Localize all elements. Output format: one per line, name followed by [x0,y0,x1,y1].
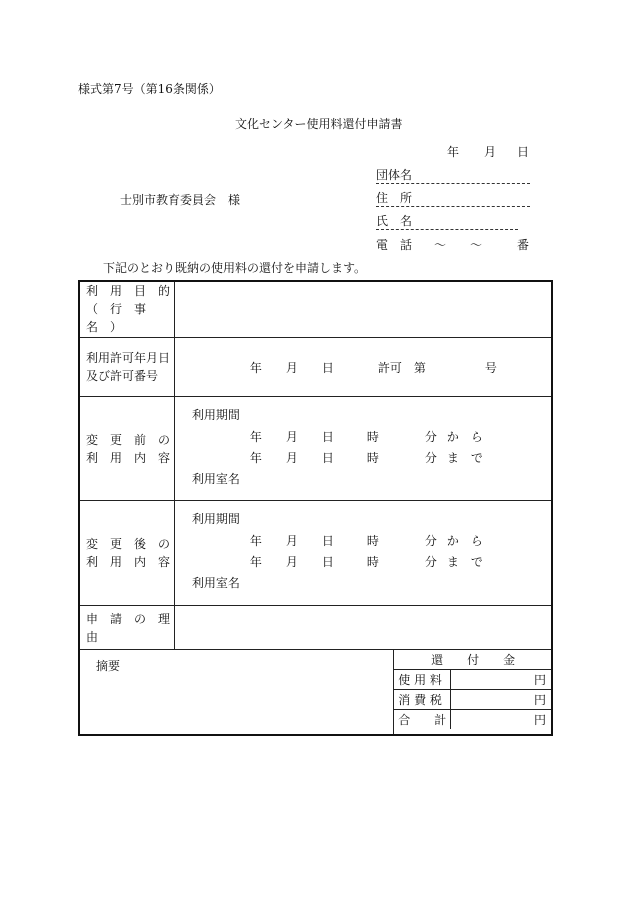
permit-month: 月 [285,361,298,375]
after-change-row [79,501,553,606]
after-until-hour: 時 [366,555,379,569]
after-from-year: 年 [249,534,262,548]
before-from-month: 月 [285,430,298,444]
application-table [78,280,553,736]
permit-label-2: 及び許可番号 [86,369,159,383]
after-from-hour: 時 [366,534,379,548]
before-change-row [79,397,553,501]
usage-fee-row [394,670,552,690]
total-row [394,710,552,730]
after-from-month: 月 [285,534,298,548]
reason-input-cell[interactable] [174,606,552,650]
before-until-hour: 時 [366,451,379,465]
name-label: 氏 名 [376,214,413,228]
purpose-label-1: 利 用 目 的 [86,284,171,298]
after-from-suffix: か ら [446,534,483,548]
before-label-2: 利 用 内 容 [86,450,171,465]
before-from-hour: 時 [366,430,379,444]
before-room-label: 利用室名 [191,472,240,486]
before-label-1: 変 更 前 の [86,432,171,447]
after-until-month: 月 [285,555,298,569]
date-year-label: 年 [447,145,460,159]
refund-table [394,650,552,729]
phone-separator-1: ～ [434,238,447,252]
total-label: 合 計 [394,710,450,730]
before-from-year: 年 [249,430,262,444]
reason-row [79,606,553,650]
address-label: 住 所 [376,191,413,205]
addressee: 士別市教育委員会 様 [120,193,241,207]
after-period-label: 利用期間 [191,512,240,526]
after-from-day: 日 [321,534,334,548]
before-until-day: 日 [321,451,334,465]
before-from-suffix: か ら [446,430,483,444]
after-label-cell [79,501,175,606]
before-until-year: 年 [249,451,262,465]
usage-fee-amount[interactable]: 円 [450,670,552,690]
after-room-label: 利用室名 [191,576,240,590]
summary-label: 摘要 [96,659,121,673]
purpose-label-cell [79,281,175,338]
permit-day: 日 [321,361,334,375]
before-input-cell[interactable] [174,397,552,501]
purpose-label-2: （ 行 事 名 ） [86,302,159,334]
purpose-row [79,281,553,338]
after-until-year: 年 [249,555,262,569]
phone-separator-2: ～ [470,238,483,252]
intro-text: 下記のとおり既納の使用料の還付を申請します。 [103,261,367,275]
reason-label: 申 請 の 理 由 [79,606,175,650]
phone-label: 電 話 [376,238,413,252]
form-title: 文化センター使用料還付申請書 [235,117,403,131]
refund-header-row [394,650,552,670]
phone-suffix: 番 [517,238,530,252]
permit-number-prefix: 第 [413,361,426,375]
before-until-minute: 分 [424,451,437,465]
before-from-minute: 分 [424,430,437,444]
consumption-tax-row [394,690,552,710]
permit-label-cell [79,338,175,397]
after-label-2: 利 用 内 容 [86,555,171,569]
permit-row [79,338,553,397]
summary-cell[interactable] [79,650,394,736]
before-until-suffix: ま で [446,451,483,465]
before-from-day: 日 [321,430,334,444]
before-label-cell [79,397,175,501]
date-month-label: 月 [484,145,497,159]
permit-label-1: 利用許可年月日 [86,351,171,365]
purpose-input-cell[interactable] [174,281,552,338]
after-input-cell[interactable] [174,501,552,606]
after-until-suffix: ま で [446,555,483,569]
permit-input-cell[interactable] [174,338,552,397]
after-until-minute: 分 [424,555,437,569]
address-field[interactable] [376,189,530,207]
permit-word: 許可 [377,361,402,375]
refund-header: 還 付 金 [394,650,552,670]
permit-year: 年 [249,361,262,375]
group-name-label: 団体名 [376,168,413,182]
permit-number-suffix: 号 [484,361,497,375]
summary-refund-row [79,650,553,736]
after-label-1: 変 更 後 の [86,537,171,551]
name-field[interactable] [376,212,518,230]
consumption-tax-amount[interactable]: 円 [450,690,552,710]
after-until-day: 日 [321,555,334,569]
usage-fee-label: 使 用 料 [394,670,450,690]
total-amount[interactable]: 円 [450,710,552,730]
form-number: 様式第7号（第16条関係） [78,82,221,96]
consumption-tax-label: 消 費 税 [394,690,450,710]
before-period-label: 利用期間 [191,408,240,422]
date-day-label: 日 [517,145,530,159]
after-from-minute: 分 [424,534,437,548]
group-name-field[interactable] [376,166,530,184]
refund-cell [394,650,553,736]
before-until-month: 月 [285,451,298,465]
